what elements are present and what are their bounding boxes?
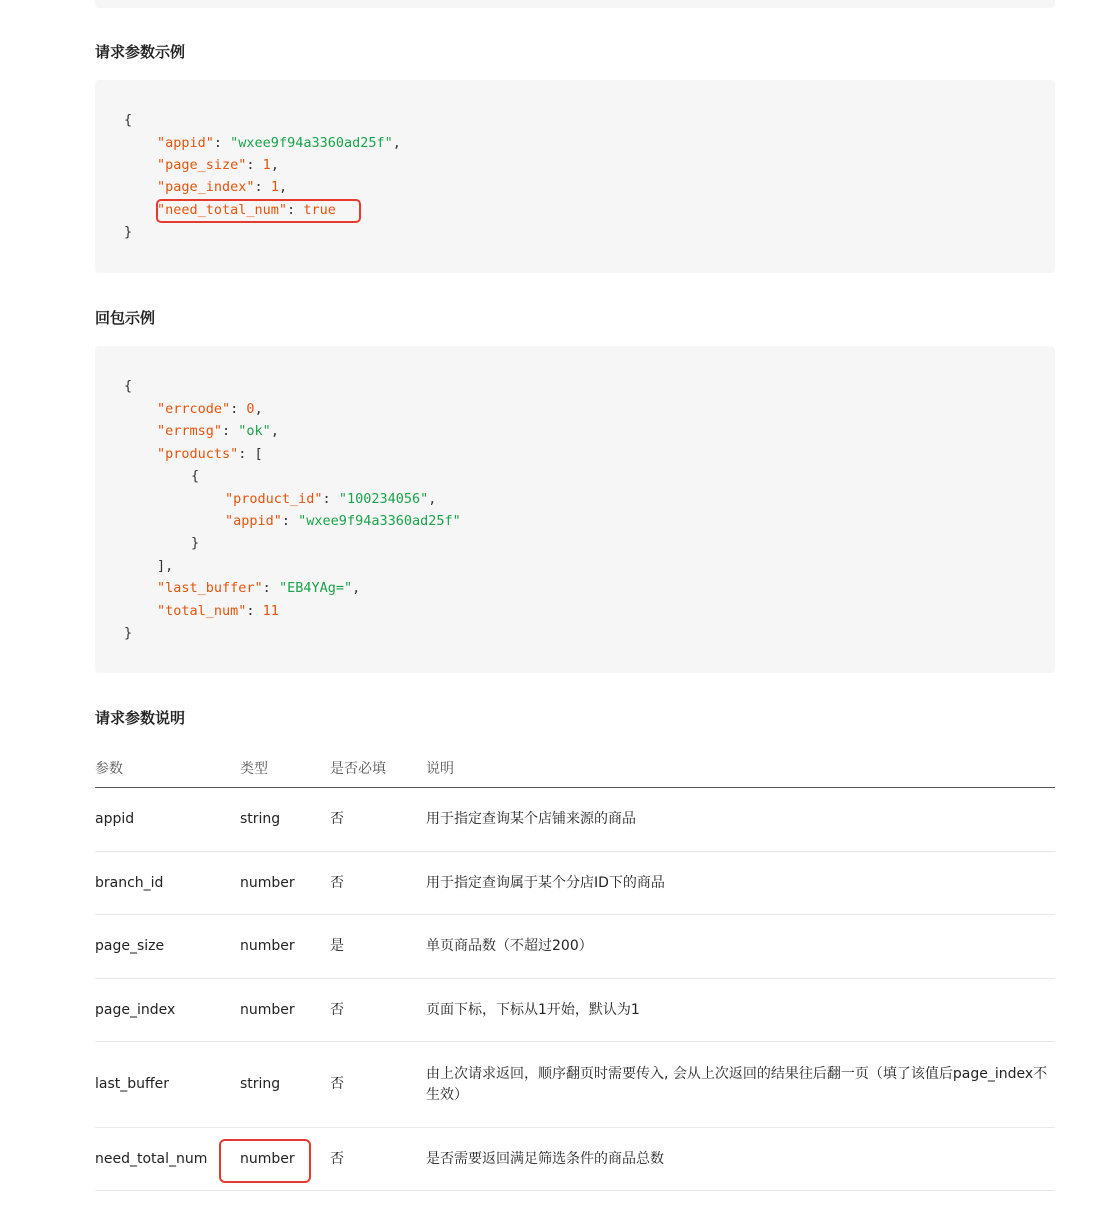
request-example-title: 请求参数示例 bbox=[95, 43, 186, 61]
header-description: 说明 bbox=[426, 748, 1055, 788]
table-row bbox=[95, 979, 1055, 1042]
header-type: 类型 bbox=[240, 748, 330, 788]
param-type: number bbox=[240, 852, 330, 915]
param-type: number bbox=[240, 979, 330, 1042]
param-type: number bbox=[240, 915, 330, 979]
table-header-row bbox=[95, 748, 1055, 788]
param-name: need_total_num bbox=[95, 1128, 240, 1191]
table-row bbox=[95, 852, 1055, 915]
code-line: ], bbox=[157, 558, 174, 574]
code-line: { bbox=[124, 378, 133, 394]
param-desc: 单页商品数（不超过200） bbox=[426, 915, 1055, 979]
header-required: 是否必填 bbox=[330, 748, 426, 788]
param-name: branch_id bbox=[95, 852, 240, 915]
code-line: "page_size": 1, bbox=[157, 157, 279, 173]
highlight-box-number-type bbox=[219, 1139, 311, 1183]
param-required: 否 bbox=[330, 979, 426, 1042]
code-line: } bbox=[124, 224, 133, 240]
header-param: 参数 bbox=[95, 748, 240, 788]
response-example-title: 回包示例 bbox=[95, 309, 156, 327]
param-desc: 是否需要返回满足筛选条件的商品总数 bbox=[426, 1128, 1055, 1191]
param-desc: 用于指定查询某个店铺来源的商品 bbox=[426, 788, 1055, 852]
code-line: "product_id": "100234056", bbox=[225, 491, 437, 507]
param-name: page_index bbox=[95, 979, 240, 1042]
param-type: string bbox=[240, 788, 330, 852]
code-line: { bbox=[124, 112, 133, 128]
param-type: string bbox=[240, 1042, 330, 1128]
code-line: { bbox=[191, 468, 200, 484]
code-line: "appid": "wxee9f94a3360ad25f", bbox=[157, 135, 401, 151]
table-row bbox=[95, 915, 1055, 979]
param-desc: 用于指定查询属于某个分店ID下的商品 bbox=[426, 852, 1055, 915]
params-table bbox=[95, 748, 1055, 1191]
param-required: 是 bbox=[330, 915, 426, 979]
param-name: last_buffer bbox=[95, 1042, 240, 1128]
request-example-codeblock bbox=[95, 80, 1055, 273]
code-line: "last_buffer": "EB4YAg=", bbox=[157, 580, 361, 596]
param-required: 否 bbox=[330, 852, 426, 915]
table-row bbox=[95, 788, 1055, 852]
code-line: "appid": "wxee9f94a3360ad25f" bbox=[225, 513, 461, 529]
code-line: "total_num": 11 bbox=[157, 603, 279, 619]
param-required: 否 bbox=[330, 1042, 426, 1128]
param-desc: 页面下标，下标从1开始，默认为1 bbox=[426, 979, 1055, 1042]
code-line: } bbox=[191, 535, 200, 551]
code-line: "errcode": 0, bbox=[157, 401, 263, 417]
params-title: 请求参数说明 bbox=[95, 709, 186, 727]
param-desc: 由上次请求返回，顺序翻页时需要传入, 会从上次返回的结果往后翻一页（填了该值后page_index不生效） bbox=[426, 1042, 1055, 1128]
param-name: page_size bbox=[95, 915, 240, 979]
code-line-highlighted: "need_total_num": true bbox=[157, 202, 336, 218]
previous-codeblock-remnant bbox=[95, 0, 1055, 8]
code-line: "page_index": 1, bbox=[157, 179, 288, 195]
param-name: appid bbox=[95, 788, 240, 852]
highlight-box-need-total-num bbox=[156, 199, 361, 223]
code-line: "products": [ bbox=[157, 446, 263, 462]
param-required: 否 bbox=[330, 1128, 426, 1191]
code-line: "errmsg": "ok", bbox=[157, 423, 279, 439]
table-row bbox=[95, 1042, 1055, 1128]
param-required: 否 bbox=[330, 788, 426, 852]
param-type: number bbox=[240, 1128, 330, 1191]
response-example-codeblock bbox=[95, 346, 1055, 673]
code-line: } bbox=[124, 625, 133, 641]
